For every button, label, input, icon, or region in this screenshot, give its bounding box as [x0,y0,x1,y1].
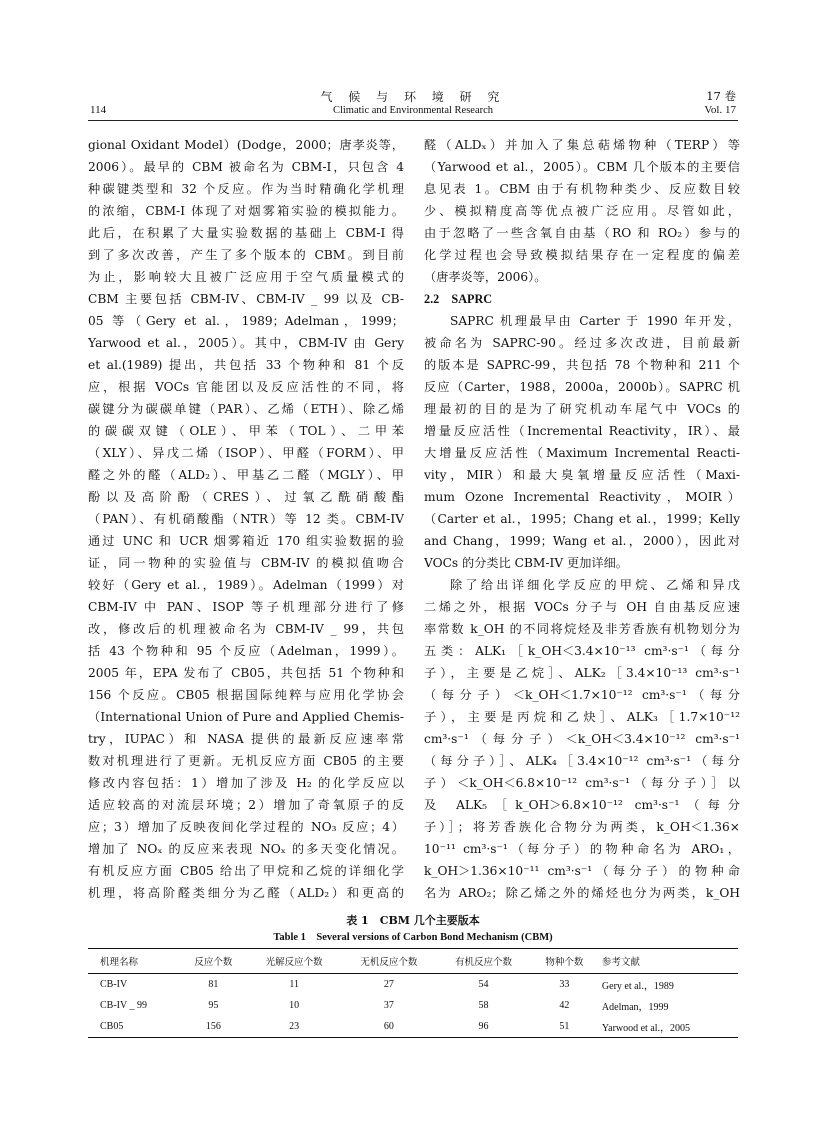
table-cell: 10 [289,1000,300,1011]
text-line: cm³·s⁻¹（每分子）＜k_OH＜3.4×10⁻¹² cm³·s⁻¹ [424,732,740,746]
volume-en: Vol. 17 [704,104,736,116]
right-column [424,134,740,904]
table-cell: 95 [208,1000,219,1011]
text-line: 醛（ALDₓ）并加入了集总萜烯物种（TERP）等 [424,138,740,152]
journal-title-cn: 气 候 与 环 境 研 究 [320,90,506,104]
text-line: try，IUPAC）和 NASA 提供的最新反应速率常 [88,732,404,746]
text-line: 子）＜k_OH＜6.8×10⁻¹² cm³·s⁻¹（每分子）］以 [424,776,740,790]
left-column [88,134,404,904]
text-line: 有机反应方面 CB05 给出了甲烷和乙烷的详细化学 [88,864,404,878]
text-line: 改，修改后的机理被命名为 CBM-IV _ 99，共包 [88,622,404,636]
table-cell: 33 [559,979,570,990]
table-cell: 37 [383,1000,394,1011]
table-cell: 23 [247,1016,342,1038]
volume-cn: 17 卷 [706,89,736,103]
text-line: 到了多次改善，产生了多个版本的 CBM。到目前 [88,248,404,262]
text-line: CBM 主要包括 CBM-IV、CBM-IV _ 99 以及 CB- [88,292,404,306]
text-line: 此后，在积累了大量实验数据的基础上 CBM-I 得 [88,226,404,240]
table-header-cell: 反应个数 [180,949,247,974]
table-row [88,974,738,996]
text-line: 被命名为 SAPRC-90。经过多次改进，目前最新 [424,336,740,350]
table-cell: 51 [531,1016,598,1038]
text-line: 种碳键类型和 32 个反应。作为当时精确化学机理 [88,182,404,196]
text-line: 碳键分为碳碳单键（PAR）、乙烯（ETH）、除乙烯 [88,402,404,416]
page-number: 114 [90,104,107,116]
text-line: mum Ozone Incremental Reactivity，MOIR） [424,490,740,504]
table-cell: CB-IV _ 99 [100,1000,148,1011]
table-header-row [88,949,738,974]
table-cell: 54 [478,979,489,990]
text-line: 增加了 NOₓ 的反应来表现 NOₓ 的多天变化情况。 [88,842,404,856]
text-line: 名为 ARO₂；除乙烯之外的烯烃也分为两类，k_OH [424,886,740,900]
text-line: （PAN）、有机硝酸酯（NTR）等 12 类。CBM-IV [88,512,404,526]
table-header-cell: 无机反应个数 [342,949,437,974]
text-line: gional Oxidant Model）(Dodge，2000；唐孝炎等， [88,138,404,152]
text-line: 醛之外的醛（ALD₂）、甲基乙二醛（MGLY）、甲 [88,468,404,482]
table-cell: 60 [342,1016,437,1038]
text-line: 反应（Carter，1988，2000a，2000b）。SAPRC 机 [424,380,740,394]
table-row [88,995,738,1016]
right-paragraph-continued [424,134,740,288]
text-line: 二烯之外，根据 VOCs 分子与 OH 自由基反应速 [424,600,740,614]
text-line: 通过 UNC 和 UCR 烟雾箱近 170 组实验数据的验 [88,534,404,548]
text-line: 由于忽略了一些含氧自由基（RO 和 RO₂）参与的 [424,226,740,240]
text-line: （每分子）］、ALK₄［3.4×10⁻¹² cm³·s⁻¹（每分 [424,754,740,768]
table-cell: Yarwood et al.，2005 [598,1016,738,1038]
text-line: 机理，将高阶醛类细分为乙醛（ALD₂）和更高的 [88,886,404,900]
table-cell: Gery et al.，1989 [601,981,674,992]
table-header-cell: 有机反应个数 [436,949,531,974]
text-line: （唐孝炎等，2006）。 [424,270,547,284]
text-line: 及 ALK₅［k_OH＞6.8×10⁻¹² cm³·s⁻¹（每分 [424,798,740,812]
text-line: 证，同一物种的实验值与 CBM-IV 的模拟值吻合 [88,556,404,570]
table-cell: 156 [180,1016,247,1038]
table-header-cell: 光解反应个数 [247,949,342,974]
text-line: （XLY）、异戊二烯（ISOP）、甲醛（FORM）、甲 [88,446,404,460]
text-line: 五类：ALK₁［k_OH＜3.4×10⁻¹³ cm³·s⁻¹（每分 [424,644,740,658]
cbm-versions-table [88,948,738,1038]
text-line: 156 个反应。CB05 根据国际纯粹与应用化学协会 [88,688,404,702]
text-line: 酚以及高阶酚（CRES）、过氧乙酰硝酸酯 [88,490,404,504]
table-cell: 58 [478,1000,489,1011]
table-cell: 27 [383,979,394,990]
text-line: vity，MIR）和最大臭氧增量反应活性（Maxi- [424,468,740,482]
section-heading: 2.2 SAPRC [424,292,493,306]
text-line: 理最初的目的是为了研究机动车尾气中 VOCs 的 [424,402,740,416]
text-line: 05 等（Gery et al.，1989；Adelman，1999； [88,314,404,328]
text-line: 数对机理进行了更新。无机反应方面 CB05 的主要 [88,754,404,768]
text-line: 为止，影响较大且被广泛应用于空气质量模式的 [88,270,404,284]
text-line: and Chang，1999；Wang et al.，2000），因此对 [424,534,740,548]
text-line: 化学过程也会导致模拟结果存在一定程度的偏差 [424,248,740,262]
text-line: （International Union of Pure and Applied Chemis- [88,710,404,724]
text-line: CBM-IV 中 PAN、ISOP 等子机理部分进行了修 [88,600,404,614]
text-line: 率常数 k_OH 的不同将烷烃及非芳香族有机物划分为 [424,622,740,636]
table-cell: CB-IV [100,979,128,990]
text-line: 子）］；将芳香族化合物分为两类，k_OH＜1.36× [424,820,740,834]
text-line: 的碳碳双键（OLE）、甲苯（TOL）、二甲苯 [88,424,404,438]
text-line: 适应较高的对流层环境；2）增加了奇氧原子的反 [88,798,404,812]
table-cell: Adelman，1999 [601,1002,669,1013]
text-line: k_OH＞1.36×10⁻¹¹ cm³·s⁻¹（每分子）的物种命 [424,864,740,878]
table-cell: CB05 [88,1016,180,1038]
saprc-paragraph [424,310,740,574]
text-line: 息见表 1。CBM 由于有机物种类少、反应数目较 [424,182,740,196]
text-line: 10⁻¹¹ cm³·s⁻¹（每分子）的物种命名为 ARO₁， [424,842,740,856]
text-line: 子），主要是丙烷和乙炔］、ALK₃［1.7×10⁻¹² [424,710,740,724]
text-line: 除了给出详细化学反应的甲烷、乙烯和异戊 [450,578,740,592]
text-line: et al.(1989) 提出，共包括 33 个物种和 81 个反 [88,358,404,372]
text-line: 增量反应活性（Incremental Reactivity，IR）、最 [424,424,740,438]
text-line: 子），主要是乙烷］、ALK₂［3.4×10⁻¹³ cm³·s⁻¹ [424,666,740,680]
table-caption-en: Table 1 Several versions of Carbon Bond Mechanism (CBM) [273,932,553,943]
table-header-cell: 物种个数 [531,949,598,974]
running-header [88,86,738,121]
alk-classification-paragraph [424,574,740,904]
text-line: 少、模拟精度高等优点被广泛应用。尽管如此， [424,204,740,218]
text-line: 大增量反应活性（Maximum Incremental Reacti- [424,446,740,460]
table-body [88,974,738,1038]
text-line: 修改内容包括：1）增加了涉及 H₂ 的化学反应以 [88,776,404,790]
table-cell: 11 [289,979,299,990]
text-line: 应，根据 VOCs 官能团以及反应活性的不同，将 [88,380,404,394]
text-line: 应；3）增加了反映夜间化学过程的 NO₃ 反应；4） [88,820,404,834]
table-caption-cn: 表 1 CBM 几个主要版本 [346,914,480,927]
journal-title-en: Climatic and Environmental Research [332,105,494,116]
table-cell: 81 [208,979,219,990]
text-line: 的浓缩，CBM-I 体现了对烟雾箱实验的模拟能力。 [88,204,404,218]
table-header-cell: 参考文献 [598,949,738,974]
text-line: 2006）。最早的 CBM 被命名为 CBM-I，只包含 4 [88,160,404,174]
table-cell: 96 [436,1016,531,1038]
text-line: （Yarwood et al.，2005）。CBM 几个版本的主要信 [424,160,740,174]
text-line: SAPRC 机理最早由 Carter 于 1990 年开发， [450,314,740,328]
text-line: 较好（Gery et al.，1989）。Adelman（1999）对 [88,578,404,592]
table-header-cell: 机理名称 [88,949,180,974]
table-cell: 42 [559,1000,570,1011]
text-line: 的版本是 SAPRC-99，共包括 78 个物种和 211 个 [424,358,740,372]
text-line: （Carter et al.，1995；Chang et al.，1999；Kelly [424,512,740,526]
table-row [88,1016,738,1038]
text-line: Yarwood et al.，2005）。其中，CBM-IV 由 Gery [88,336,404,350]
text-line: VOCs 的分类比 CBM-IV 更加详细。 [424,556,628,570]
text-line: （每分子）＜k_OH＜1.7×10⁻¹² cm³·s⁻¹（每分 [424,688,740,702]
text-line: 2005 年，EPA 发布了 CB05，共包括 51 个物种和 [88,666,404,680]
text-line: 括 43 个物种和 95 个反应（Adelman，1999）。 [88,644,404,658]
